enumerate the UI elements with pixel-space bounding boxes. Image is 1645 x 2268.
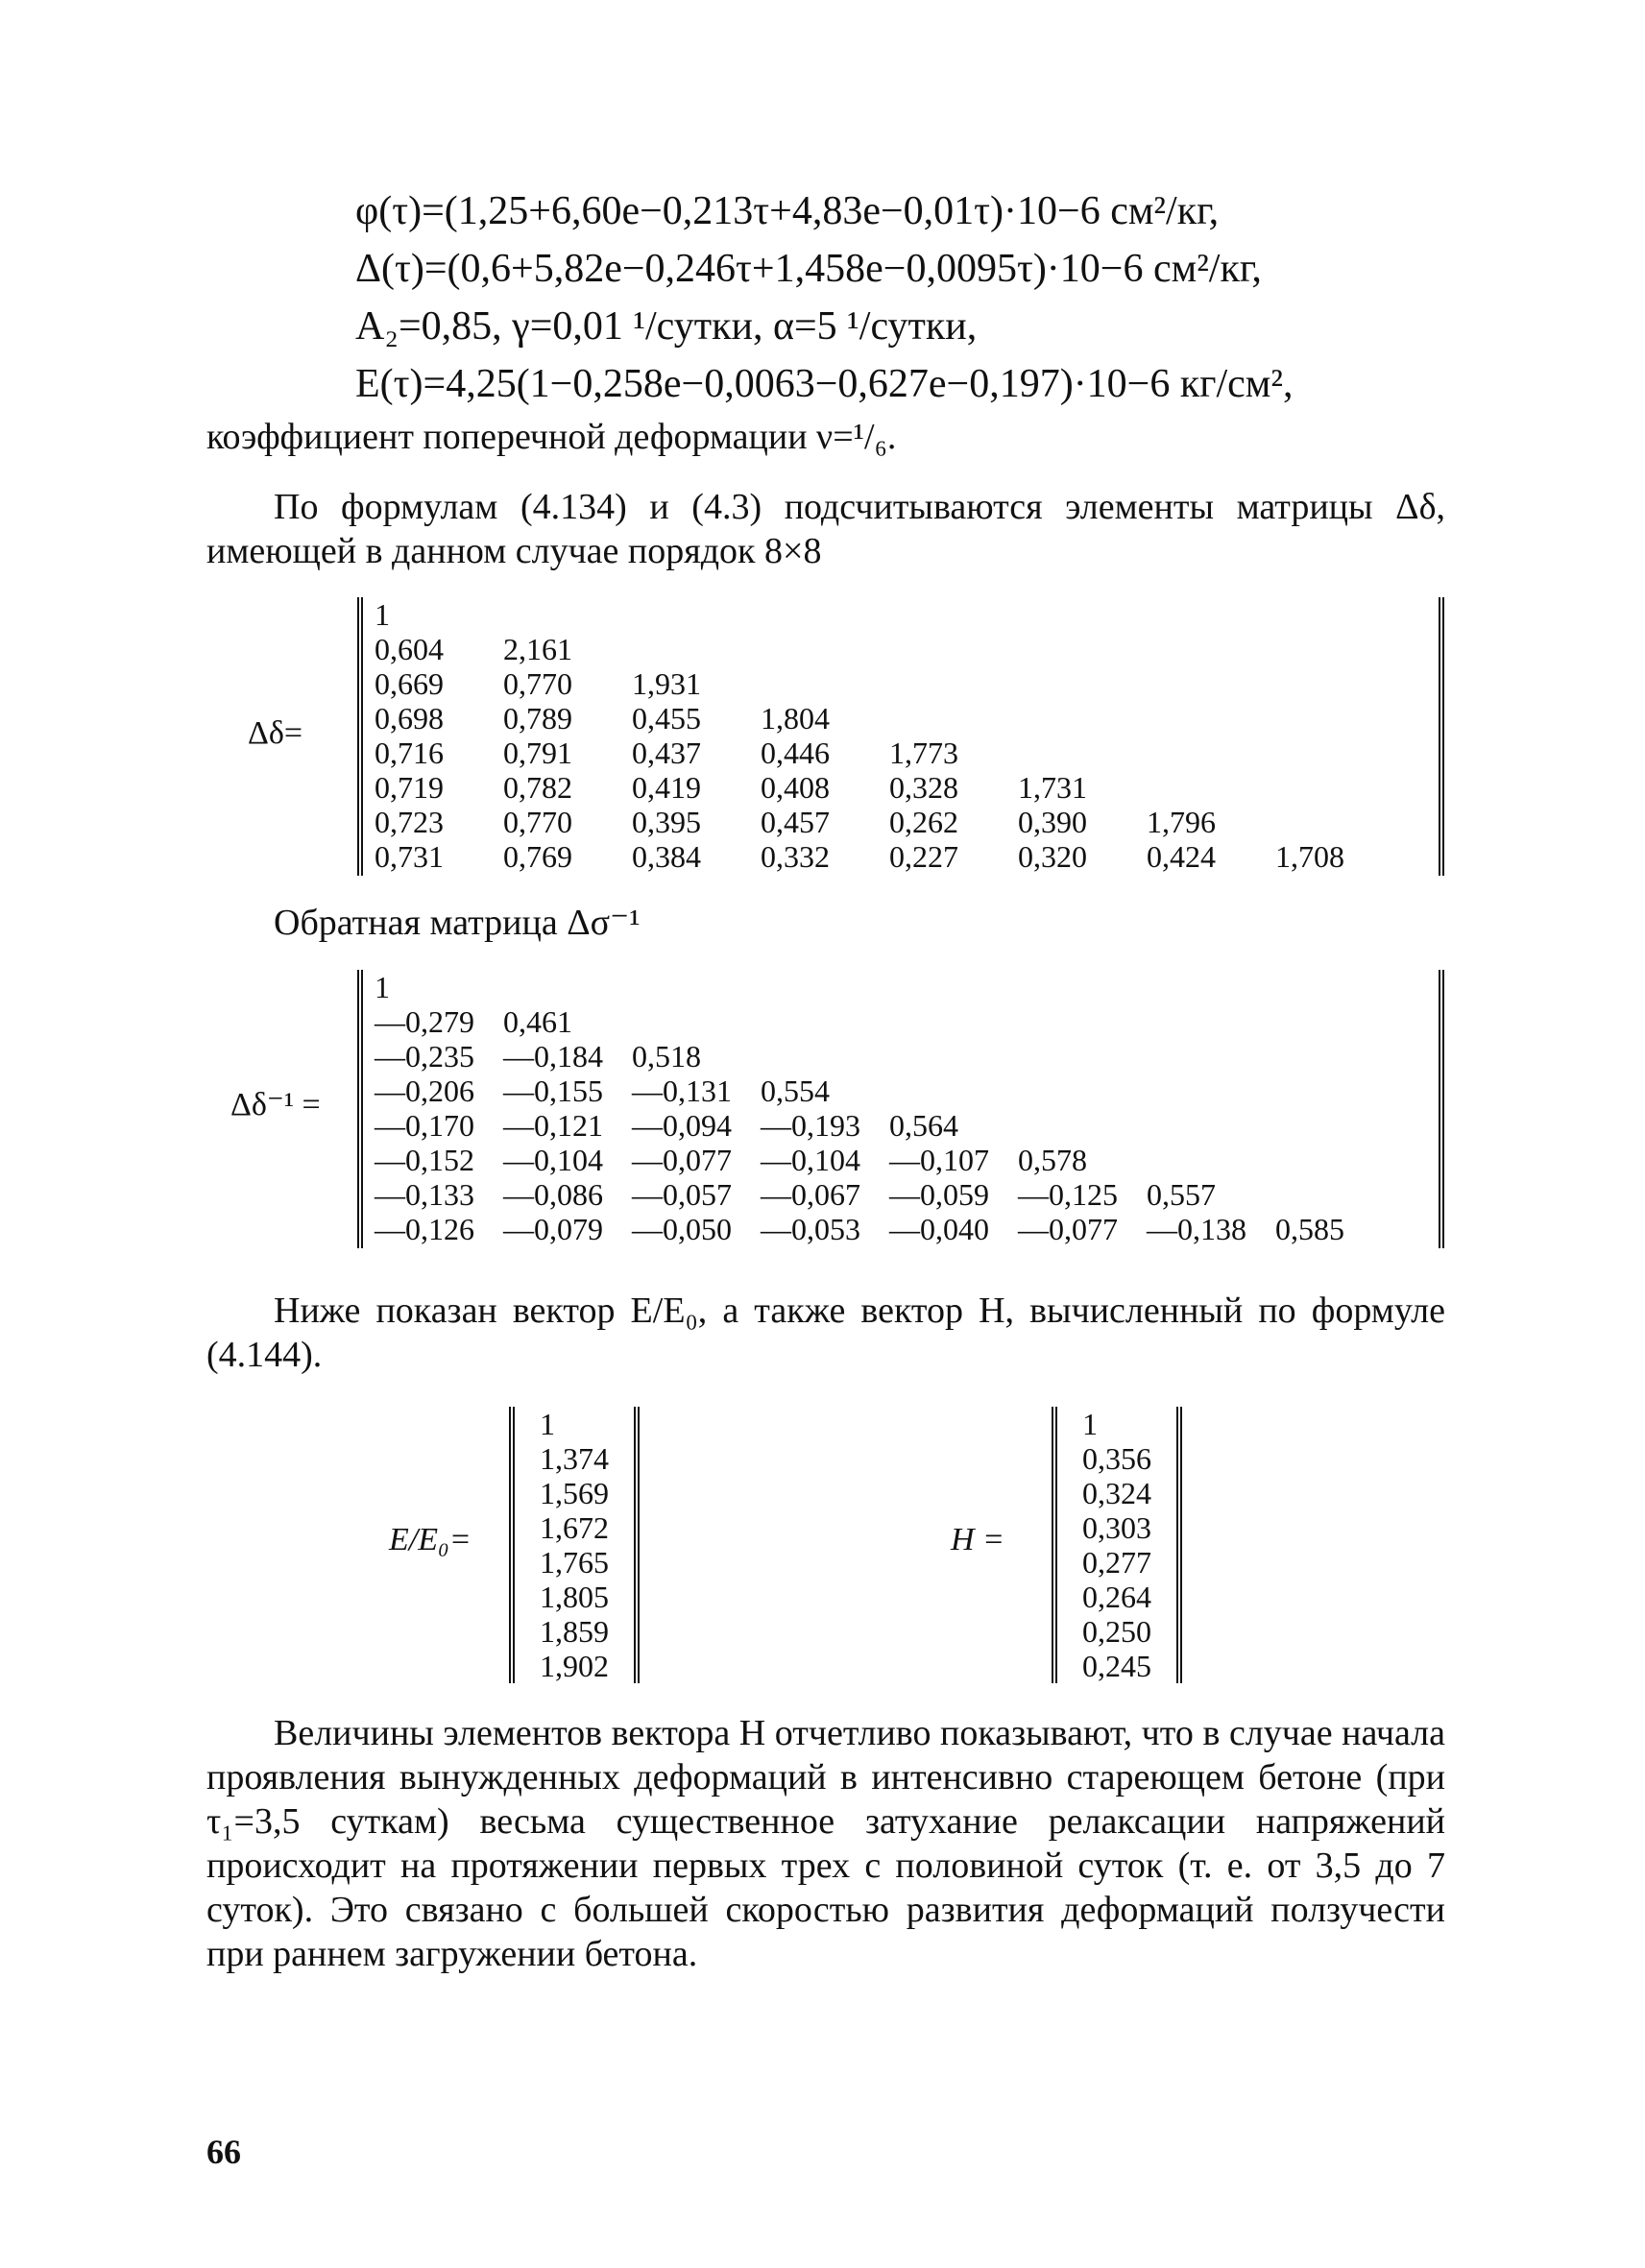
matrix-cell: 0,791 [503,736,572,770]
matrix-cell: 1,708 [1275,839,1344,874]
formula-phi: φ(τ)=(1,25+6,60e−0,213τ+4,83e−0,01τ)·10−6 см²/кг, [355,189,1220,233]
matrix-cell [1264,1143,1392,1177]
matrix-cell: —0,206 [375,1074,474,1108]
vector-cell: 1,805 [540,1580,609,1614]
matrix-cell [1264,1177,1392,1212]
matrix-cell: 0,446 [761,736,830,770]
vector-h [1052,1407,1182,1683]
vector-row [515,1510,634,1545]
vectors-intro-text: Ниже показан вектор E/E₀, а также вектор H, вычисленный по формуле (4.144). [206,1291,1445,1375]
matrix-cell: —0,079 [503,1212,603,1246]
matrix-row [363,1004,1392,1039]
matrix-cell: 0,419 [632,770,701,805]
vector-cell: 1,672 [540,1510,609,1545]
matrix-row [363,1074,1392,1108]
delta-matrix-table [363,597,1392,874]
matrix-cell: 0,716 [375,736,444,770]
matrix-cell: 0,604 [375,632,444,666]
matrix-cell: —0,170 [375,1108,474,1143]
matrix-cell: 0,770 [503,666,572,701]
vector-row [1057,1649,1176,1683]
matrix-cell: —0,057 [632,1177,732,1212]
matrix-cell: 0,384 [632,839,701,874]
vector-row [1057,1614,1176,1649]
matrix-cell [1264,1108,1392,1143]
matrix-cell [1006,666,1135,701]
vector-cell: 1,765 [540,1545,609,1580]
matrix-cell [749,970,878,1004]
matrix-cell: 0,769 [503,839,572,874]
matrix-cell [878,597,1006,632]
matrix-cell: —0,077 [1018,1212,1118,1246]
matrix-cell [1264,1039,1392,1074]
matrix-cell [1006,1039,1135,1074]
matrix-cell: 0,557 [1147,1177,1216,1212]
matrix-cell: —0,125 [1018,1177,1118,1212]
vector-h-table [1057,1407,1176,1683]
matrix-cell: 0,408 [761,770,830,805]
matrix-row [363,805,1392,839]
matrix-cell [1135,1143,1264,1177]
matrix-cell [1135,736,1264,770]
matrix-cell: —0,152 [375,1143,474,1177]
vectors-intro-paragraph [206,1289,1445,1377]
matrix-cell [1135,701,1264,736]
matrix-cell [1135,666,1264,701]
matrix-cell: 0,518 [632,1039,701,1074]
matrix-cell [1264,666,1392,701]
vector-cell: 1,902 [540,1649,609,1683]
matrix-cell: —0,050 [632,1212,732,1246]
matrix-cell: 0,669 [375,666,444,701]
matrix-cell [1006,1108,1135,1143]
matrix-cell [1135,597,1264,632]
matrix-cell [620,597,749,632]
matrix-cell: 1,773 [889,736,958,770]
matrix-cell [1006,1074,1135,1108]
matrix-cell: —0,040 [889,1212,989,1246]
matrix-cell [1135,770,1264,805]
matrix-cell: —0,053 [761,1212,860,1246]
matrix-cell [1135,1004,1264,1039]
matrix-cell: —0,279 [375,1004,474,1039]
matrix-row [363,770,1392,805]
matrix-cell [1006,736,1135,770]
poisson-paragraph [206,415,1445,459]
matrix-cell: 0,457 [761,805,830,839]
matrix-cell: —0,184 [503,1039,603,1074]
vector-cell: 1,374 [540,1441,609,1476]
matrix-cell: —0,094 [632,1108,732,1143]
matrix-cell: 0,723 [375,805,444,839]
matrix-cell [878,1004,1006,1039]
vector-cell: 0,277 [1082,1545,1151,1580]
matrix-cell: 0,332 [761,839,830,874]
matrix-cell [1006,701,1135,736]
matrix-row [363,1143,1392,1177]
vector-row [1057,1580,1176,1614]
vector-row [1057,1441,1176,1476]
matrix-cell [1264,770,1392,805]
vector-row [515,1476,634,1510]
matrix-cell [1264,597,1392,632]
inverse-caption-paragraph [206,901,1445,945]
matrix-cell: 0,770 [503,805,572,839]
inverse-caption: Обратная матрица Δσ⁻¹ [274,903,641,943]
matrix-cell [878,1074,1006,1108]
vector-cell: 0,356 [1082,1441,1151,1476]
matrix-cell: 0,390 [1018,805,1087,839]
vector-h-label: H = [951,1522,1004,1557]
vector-row [515,1580,634,1614]
matrix-row [363,1212,1392,1246]
vector-cell: 1 [1082,1407,1098,1441]
delta-matrix [357,597,1444,876]
matrix-cell: 1,796 [1147,805,1216,839]
matrix-cell: 0,424 [1147,839,1216,874]
matrix-cell: —0,059 [889,1177,989,1212]
matrix-cell: —0,193 [761,1108,860,1143]
matrix-cell: —0,067 [761,1177,860,1212]
poisson-text: коэффициент поперечной деформации ν=¹/₆. [206,417,897,457]
matrix-cell [1135,1039,1264,1074]
matrix-intro-paragraph [206,485,1445,573]
matrix-cell [878,1039,1006,1074]
page-number: 66 [206,2133,241,2171]
vector-cell: 0,303 [1082,1510,1151,1545]
matrix-cell: 0,564 [889,1108,958,1143]
matrix-cell: 0,789 [503,701,572,736]
matrix-cell [1264,736,1392,770]
matrix-cell [1135,970,1264,1004]
vector-row [1057,1510,1176,1545]
vector-e [509,1407,640,1683]
vector-row [1057,1545,1176,1580]
matrix-cell: 1 [375,597,390,632]
vector-cell: 1,569 [540,1476,609,1510]
matrix-cell: —0,104 [761,1143,860,1177]
matrix-cell: 1,804 [761,701,830,736]
matrix-cell: —0,133 [375,1177,474,1212]
matrix-row [363,597,1392,632]
matrix-cell: 0,719 [375,770,444,805]
formula-block [355,182,1293,413]
matrix-cell [492,597,620,632]
matrix-cell [1006,1004,1135,1039]
vector-cell: 1,859 [540,1614,609,1649]
matrix-cell: —0,086 [503,1177,603,1212]
matrix-cell: —0,126 [375,1212,474,1246]
matrix-cell: 1 [375,970,390,1004]
vector-row [1057,1476,1176,1510]
matrix-cell: 0,395 [632,805,701,839]
vector-cell: 0,245 [1082,1649,1151,1683]
matrix-cell [1264,1004,1392,1039]
matrix-cell [749,597,878,632]
matrix-cell [1006,597,1135,632]
inverse-matrix-label: Δδ⁻¹ = [230,1087,321,1122]
matrix-row [363,839,1392,874]
matrix-cell: 0,262 [889,805,958,839]
matrix-cell [1264,805,1392,839]
matrix-cell: 1,731 [1018,770,1087,805]
matrix-cell [749,666,878,701]
matrix-cell: 0,328 [889,770,958,805]
matrix-cell [749,1039,878,1074]
matrix-cell [878,666,1006,701]
vector-cell: 0,250 [1082,1614,1151,1649]
matrix-cell: 0,455 [632,701,701,736]
vector-row [1057,1407,1176,1441]
matrix-cell: 0,731 [375,839,444,874]
matrix-cell: —0,107 [889,1143,989,1177]
formula-delta: Δ(τ)=(0,6+5,82e−0,246τ+1,458e−0,0095τ)·10−6 см²/кг, [355,247,1262,291]
matrix-cell [1135,632,1264,666]
matrix-cell [878,970,1006,1004]
matrix-row [363,1039,1392,1074]
matrix-cell [1264,632,1392,666]
matrix-row [363,1177,1392,1212]
matrix-cell [749,632,878,666]
matrix-cell: —0,121 [503,1108,603,1143]
matrix-cell [1135,1074,1264,1108]
vector-cell: 0,264 [1082,1580,1151,1614]
matrix-cell: —0,155 [503,1074,603,1108]
matrix-cell: 2,161 [503,632,572,666]
matrix-cell [1006,632,1135,666]
formula-elastic-modulus: E(τ)=4,25(1−0,258e−0,0063−0,627e−0,197)·10−6 кг/см², [355,362,1294,406]
formula-parameters: A₂=0,85, γ=0,01 ¹/сутки, α=5 ¹/сутки, [355,304,978,349]
matrix-cell [878,701,1006,736]
vector-row [515,1441,634,1476]
matrix-cell: —0,104 [503,1143,603,1177]
matrix-cell: —0,077 [632,1143,732,1177]
matrix-cell [620,1004,749,1039]
matrix-row [363,970,1392,1004]
vector-cell: 1 [540,1407,555,1441]
matrix-cell: 0,782 [503,770,572,805]
matrix-intro-text: По формулам (4.134) и (4.3) подсчитываются элементы матрицы Δδ, имеющей в данном случае порядок 8×8 [206,487,1445,571]
matrix-cell: 1,931 [632,666,701,701]
matrix-row [363,736,1392,770]
vector-row [515,1545,634,1580]
delta-matrix-label: Δδ= [248,715,303,751]
matrix-cell: 0,320 [1018,839,1087,874]
matrix-cell [1135,1108,1264,1143]
matrix-cell: 0,554 [761,1074,830,1108]
matrix-row [363,1108,1392,1143]
conclusion-text: Величины элементов вектора H отчетливо показывают, что в случае начала проявления вынужденных деформаций в интенсивно стареющем бетоне (при τ₁=3,5 суткам) весьма существенное затухание релаксации напряжений происходит на протяжении первых трех с половиной суток (т. е. от 3,5 до 7 суток). Это связано с большей скоростью развития деформаций ползучести при раннем загружении бетона. [206,1713,1445,1974]
matrix-row [363,632,1392,666]
matrix-cell: 0,585 [1275,1212,1344,1246]
vector-e-label: E/E₀= [389,1522,472,1557]
matrix-cell: 0,698 [375,701,444,736]
matrix-cell [749,1004,878,1039]
vector-row [515,1407,634,1441]
matrix-cell [1264,970,1392,1004]
matrix-cell: 0,437 [632,736,701,770]
matrix-cell [1264,701,1392,736]
vector-row [515,1649,634,1683]
matrix-cell [492,970,620,1004]
matrix-cell: —0,131 [632,1074,732,1108]
matrix-cell [620,632,749,666]
inverse-matrix [357,970,1444,1248]
matrix-cell: 0,461 [503,1004,572,1039]
inverse-matrix-table [363,970,1392,1246]
matrix-cell: 0,227 [889,839,958,874]
matrix-cell [1006,970,1135,1004]
matrix-cell: —0,138 [1147,1212,1246,1246]
vector-e-table [515,1407,634,1683]
vector-row [515,1614,634,1649]
matrix-cell [1264,1074,1392,1108]
vector-cell: 0,324 [1082,1476,1151,1510]
matrix-cell [878,632,1006,666]
conclusion-paragraph [206,1711,1445,1976]
matrix-row [363,666,1392,701]
matrix-cell: —0,235 [375,1039,474,1074]
matrix-cell [620,970,749,1004]
matrix-cell: 0,578 [1018,1143,1087,1177]
matrix-row [363,701,1392,736]
